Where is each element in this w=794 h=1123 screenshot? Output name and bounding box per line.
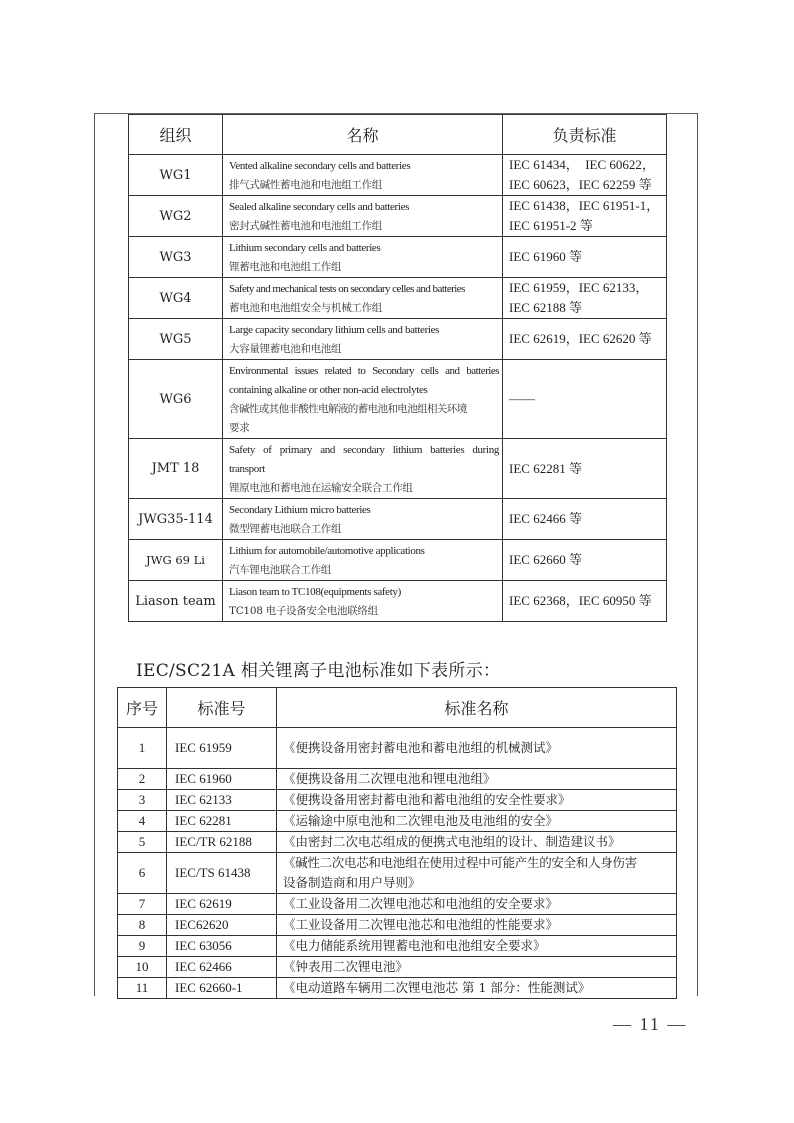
standard-title: 《钟表用二次锂电池》 bbox=[277, 957, 677, 978]
standard-title: 《便携设备用密封蓄电池和蓄电池组的安全性要求》 bbox=[277, 790, 677, 811]
table-row bbox=[118, 957, 677, 978]
table-row bbox=[129, 319, 667, 360]
standards-cell bbox=[503, 439, 667, 499]
standards-cell bbox=[503, 581, 667, 622]
name-cell bbox=[223, 360, 503, 439]
table-row bbox=[129, 278, 667, 319]
column-header-standards: 负责标准 bbox=[503, 115, 667, 155]
standard-code: IEC 62133 bbox=[167, 790, 277, 811]
name-en-line: containing alkaline or other non-acid electrolytes bbox=[229, 384, 428, 396]
name-zh: 锂蓄电池和电池组工作组 bbox=[229, 261, 342, 273]
standards-cell bbox=[503, 237, 667, 278]
standard-line: IEC 62660 等 bbox=[509, 552, 582, 567]
name-en-line: transport bbox=[229, 463, 265, 475]
table-row bbox=[118, 894, 677, 915]
table-row bbox=[129, 581, 667, 622]
standard-title: 《便携设备用密封蓄电池和蓄电池组的机械测试》 bbox=[277, 728, 677, 769]
name-zh: 蓄电池和电池组安全与机械工作组 bbox=[229, 302, 382, 314]
table-header-row bbox=[129, 115, 667, 155]
table-row bbox=[129, 439, 667, 499]
standard-line: IEC 61960 等 bbox=[509, 249, 582, 264]
standard-line: IEC 62466 等 bbox=[509, 511, 582, 526]
standards-list-table bbox=[117, 687, 677, 999]
name-zh: TC108 电子设备安全电池联络组 bbox=[229, 605, 378, 617]
column-header-title: 标准名称 bbox=[277, 688, 677, 728]
table-row bbox=[129, 540, 667, 581]
table-row bbox=[118, 853, 677, 894]
name-cell bbox=[223, 540, 503, 581]
name-zh-line: 要求 bbox=[229, 422, 250, 434]
name-en: Large capacity secondary lithium cells and batteries bbox=[229, 324, 440, 336]
standard-line: IEC 61959，IEC 62133， bbox=[509, 280, 649, 295]
standard-code: IEC 63056 bbox=[167, 936, 277, 957]
org-cell: WG6 bbox=[129, 360, 223, 439]
table-row bbox=[118, 811, 677, 832]
name-en: Vented alkaline secondary cells and batteries bbox=[229, 160, 411, 172]
standards-cell bbox=[503, 540, 667, 581]
standard-line: IEC 62619，IEC 62620 等 bbox=[509, 331, 652, 346]
column-header-code: 标准号 bbox=[167, 688, 277, 728]
standard-title: 《工业设备用二次锂电池芯和电池组的安全要求》 bbox=[277, 894, 677, 915]
standard-line: IEC 61434， IEC 60622， bbox=[509, 157, 655, 172]
standard-title: 《工业设备用二次锂电池芯和电池组的性能要求》 bbox=[277, 915, 677, 936]
row-number: 9 bbox=[118, 936, 167, 957]
standard-code: IEC 61960 bbox=[167, 769, 277, 790]
name-en: Liason team to TC108(equipments safety) bbox=[229, 586, 401, 598]
org-cell: Liason team bbox=[129, 581, 223, 622]
name-en: Lithium secondary cells and batteries bbox=[229, 242, 381, 254]
standard-line: IEC 61438，IEC 61951-1， bbox=[509, 198, 660, 213]
table-row bbox=[129, 155, 667, 196]
standard-code: IEC/TS 61438 bbox=[167, 853, 277, 894]
org-cell: WG1 bbox=[129, 155, 223, 196]
table-row bbox=[118, 728, 677, 769]
table-header-row bbox=[118, 688, 677, 728]
column-header-number: 序号 bbox=[118, 688, 167, 728]
org-cell: WG3 bbox=[129, 237, 223, 278]
standard-line: —— bbox=[509, 391, 535, 406]
table-row bbox=[129, 237, 667, 278]
standard-title: 《运输途中原电池和二次锂电池及电池组的安全》 bbox=[277, 811, 677, 832]
name-zh: 排气式碱性蓄电池和电池组工作组 bbox=[229, 179, 382, 191]
name-zh: 微型锂蓄电池联合工作组 bbox=[229, 523, 342, 535]
column-header-org: 组织 bbox=[129, 115, 223, 155]
name-en-line: Safety of primary and secondary lithium batteries during bbox=[229, 444, 499, 456]
row-number: 7 bbox=[118, 894, 167, 915]
name-cell bbox=[223, 237, 503, 278]
name-cell bbox=[223, 155, 503, 196]
row-number: 3 bbox=[118, 790, 167, 811]
name-cell bbox=[223, 439, 503, 499]
name-cell bbox=[223, 196, 503, 237]
standard-title: 《电力储能系统用锂蓄电池和电池组安全要求》 bbox=[277, 936, 677, 957]
standard-code: IEC 62660-1 bbox=[167, 978, 277, 999]
standard-title: 《便携设备用二次锂电池和锂电池组》 bbox=[277, 769, 677, 790]
name-cell bbox=[223, 499, 503, 540]
row-number: 5 bbox=[118, 832, 167, 853]
table-row bbox=[129, 499, 667, 540]
standard-code: IEC62620 bbox=[167, 915, 277, 936]
name-zh: 锂原电池和蓄电池在运输安全联合工作组 bbox=[229, 482, 413, 494]
row-number: 11 bbox=[118, 978, 167, 999]
table-row bbox=[118, 832, 677, 853]
org-cell: WG2 bbox=[129, 196, 223, 237]
name-cell bbox=[223, 319, 503, 360]
org-cell: JWG 69 Li bbox=[129, 540, 223, 581]
standard-line: IEC 62188 等 bbox=[509, 300, 582, 315]
standard-title: 《由密封二次电芯组成的便携式电池组的设计、制造建议书》 bbox=[277, 832, 677, 853]
standard-title: 《电动道路车辆用二次锂电池芯 第 1 部分：性能测试》 bbox=[277, 978, 677, 999]
row-number: 2 bbox=[118, 769, 167, 790]
standards-cell bbox=[503, 155, 667, 196]
name-zh: 汽车锂电池联合工作组 bbox=[229, 564, 331, 576]
name-cell bbox=[223, 581, 503, 622]
row-number: 4 bbox=[118, 811, 167, 832]
section-intro-text: IEC/SC21A 相关锂离子电池标准如下表所示： bbox=[136, 661, 501, 681]
standards-cell bbox=[503, 196, 667, 237]
standards-cell bbox=[503, 278, 667, 319]
table-row bbox=[118, 936, 677, 957]
standard-line: IEC 62281 等 bbox=[509, 460, 582, 476]
table-row bbox=[129, 196, 667, 237]
table-row bbox=[118, 915, 677, 936]
standard-line: IEC 61951-2 等 bbox=[509, 218, 593, 233]
name-en: Lithium for automobile/automotive applications bbox=[229, 545, 425, 557]
row-number: 1 bbox=[118, 728, 167, 769]
org-cell: JWG35-114 bbox=[129, 499, 223, 540]
standard-line: IEC 60623，IEC 62259 等 bbox=[509, 177, 652, 192]
standard-code: IEC/TR 62188 bbox=[167, 832, 277, 853]
name-en: Safety and mechanical tests on secondary celles and batteries bbox=[229, 283, 465, 295]
row-number: 6 bbox=[118, 853, 167, 894]
standard-code: IEC 61959 bbox=[167, 728, 277, 769]
standards-cell bbox=[503, 499, 667, 540]
name-zh: 大容量锂蓄电池和电池组 bbox=[229, 343, 342, 355]
standard-line: IEC 62368，IEC 60950 等 bbox=[509, 593, 652, 608]
standard-title-line: 设备制造商和用户导则》 bbox=[283, 875, 421, 890]
org-cell: JMT 18 bbox=[129, 439, 223, 499]
column-header-name: 名称 bbox=[223, 115, 503, 155]
standards-cell bbox=[503, 319, 667, 360]
org-cell: WG4 bbox=[129, 278, 223, 319]
org-cell: WG5 bbox=[129, 319, 223, 360]
row-number: 8 bbox=[118, 915, 167, 936]
page-number: — 11 — bbox=[613, 1014, 688, 1034]
table-row bbox=[118, 978, 677, 999]
working-groups-table bbox=[128, 114, 667, 622]
standard-title bbox=[277, 853, 677, 894]
table-row bbox=[118, 790, 677, 811]
standard-code: IEC 62281 bbox=[167, 811, 277, 832]
name-en: Secondary Lithium micro batteries bbox=[229, 504, 371, 516]
standard-code: IEC 62466 bbox=[167, 957, 277, 978]
table-row bbox=[118, 769, 677, 790]
name-zh-line: 含碱性或其他非酸性电解液的蓄电池和电池组相关环境 bbox=[229, 403, 467, 415]
name-en-line: Environmental issues related to Secondary cells and batteries bbox=[229, 365, 499, 377]
name-cell bbox=[223, 278, 503, 319]
standards-cell bbox=[503, 360, 667, 439]
name-zh: 密封式碱性蓄电池和电池组工作组 bbox=[229, 220, 382, 232]
table-row bbox=[129, 360, 667, 439]
standard-title-line: 《碱性二次电芯和电池组在使用过程中可能产生的安全和人身伤害 bbox=[283, 855, 637, 870]
row-number: 10 bbox=[118, 957, 167, 978]
name-en: Sealed alkaline secondary cells and batteries bbox=[229, 201, 410, 213]
standard-code: IEC 62619 bbox=[167, 894, 277, 915]
